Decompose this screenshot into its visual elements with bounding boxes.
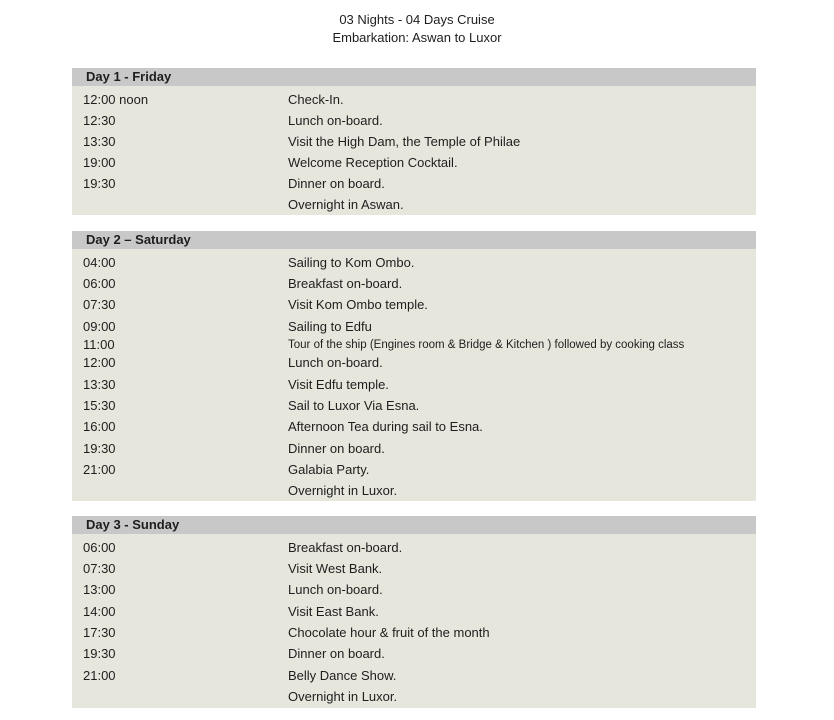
- row-activity: Overnight in Aswan.: [288, 197, 404, 212]
- schedule-row: [72, 274, 756, 294]
- schedule-row: [72, 375, 756, 395]
- schedule-row: [72, 623, 756, 643]
- row-activity: Sailing to Edfu: [288, 319, 372, 334]
- schedule-row: [72, 253, 756, 273]
- schedule-row: [72, 687, 756, 707]
- row-activity: Belly Dance Show.: [288, 668, 397, 683]
- row-activity: Breakfast on-board.: [288, 276, 403, 291]
- row-activity: Visit East Bank.: [288, 604, 379, 619]
- row-time: 19:30: [83, 441, 116, 456]
- row-time: 06:00: [83, 540, 116, 555]
- row-activity: Dinner on board.: [288, 176, 385, 191]
- row-time: 17:30: [83, 625, 116, 640]
- schedule-row: [72, 666, 756, 686]
- schedule-row: [72, 602, 756, 622]
- row-time: 13:30: [83, 134, 116, 149]
- schedule-row: [72, 396, 756, 416]
- row-activity: Galabia Party.: [288, 462, 370, 477]
- schedule-row: [72, 580, 756, 600]
- row-time: 06:00: [83, 276, 116, 291]
- schedule-row: [72, 317, 756, 337]
- row-time: 21:00: [83, 462, 116, 477]
- schedule-row: [72, 559, 756, 579]
- row-time: 14:00: [83, 604, 116, 619]
- row-activity: Check-In.: [288, 92, 344, 107]
- day-1-schedule: [72, 86, 756, 215]
- row-activity: Breakfast on-board.: [288, 540, 403, 555]
- row-activity: Visit the High Dam, the Temple of Philae: [288, 134, 521, 149]
- row-time: 19:00: [83, 155, 116, 170]
- day-2-header: Day 2 – Saturday: [72, 231, 756, 249]
- itinerary-title: 03 Nights - 04 Days Cruise: [339, 12, 495, 27]
- row-activity: Afternoon Tea during sail to Esna.: [288, 419, 483, 434]
- row-time: 11:00: [83, 337, 115, 352]
- row-activity: Overnight in Luxor.: [288, 689, 398, 704]
- row-activity: Overnight in Luxor.: [288, 483, 398, 498]
- row-activity: Sailing to Kom Ombo.: [288, 255, 415, 270]
- row-time: 07:30: [83, 561, 116, 576]
- row-time: 21:00: [83, 668, 116, 683]
- row-time: 19:30: [83, 646, 116, 661]
- schedule-row: [72, 111, 756, 131]
- row-time: 07:30: [83, 297, 116, 312]
- row-time: 09:00: [83, 319, 116, 334]
- day-3-header: Day 3 - Sunday: [72, 516, 756, 534]
- row-activity: Tour of the ship (Engines room & Bridge & Kitchen ) followed by cooking class: [288, 339, 685, 351]
- row-time: 13:00: [83, 582, 116, 597]
- schedule-row: [72, 90, 756, 110]
- row-time: 12:00 noon: [83, 92, 149, 107]
- row-activity: Dinner on board.: [288, 646, 385, 661]
- row-time: 15:30: [83, 398, 116, 413]
- row-activity: Sail to Luxor Via Esna.: [288, 398, 420, 413]
- row-activity: Dinner on board.: [288, 441, 385, 456]
- row-activity: Welcome Reception Cocktail.: [288, 155, 458, 170]
- schedule-row: [72, 295, 756, 315]
- row-time: 12:30: [83, 113, 116, 128]
- schedule-row: [72, 153, 756, 173]
- schedule-row: [72, 132, 756, 152]
- schedule-row: [72, 174, 756, 194]
- day-2-schedule: [72, 249, 756, 501]
- row-time: 04:00: [83, 255, 116, 270]
- row-activity: Visit West Bank.: [288, 561, 383, 576]
- schedule-row: [72, 481, 756, 501]
- schedule-row: [72, 335, 756, 355]
- row-activity: Chocolate hour & fruit of the month: [288, 625, 490, 640]
- row-activity: Visit Kom Ombo temple.: [288, 297, 428, 312]
- itinerary-subtitle: Embarkation: Aswan to Luxor: [332, 30, 502, 45]
- day-1-header: Day 1 - Friday: [72, 68, 756, 86]
- row-activity: Lunch on-board.: [288, 355, 383, 370]
- schedule-row: [72, 644, 756, 664]
- schedule-row: [72, 353, 756, 373]
- row-activity: Lunch on-board.: [288, 113, 383, 128]
- row-activity: Lunch on-board.: [288, 582, 383, 597]
- schedule-row: [72, 538, 756, 558]
- schedule-row: [72, 439, 756, 459]
- row-time: 12:00: [83, 355, 116, 370]
- schedule-row: [72, 417, 756, 437]
- row-time: 19:30: [83, 176, 116, 191]
- schedule-row: [72, 195, 756, 215]
- row-time: 13:30: [83, 377, 116, 392]
- schedule-row: [72, 460, 756, 480]
- day-3-schedule: [72, 534, 756, 708]
- row-time: 16:00: [83, 419, 116, 434]
- row-activity: Visit Edfu temple.: [288, 377, 389, 392]
